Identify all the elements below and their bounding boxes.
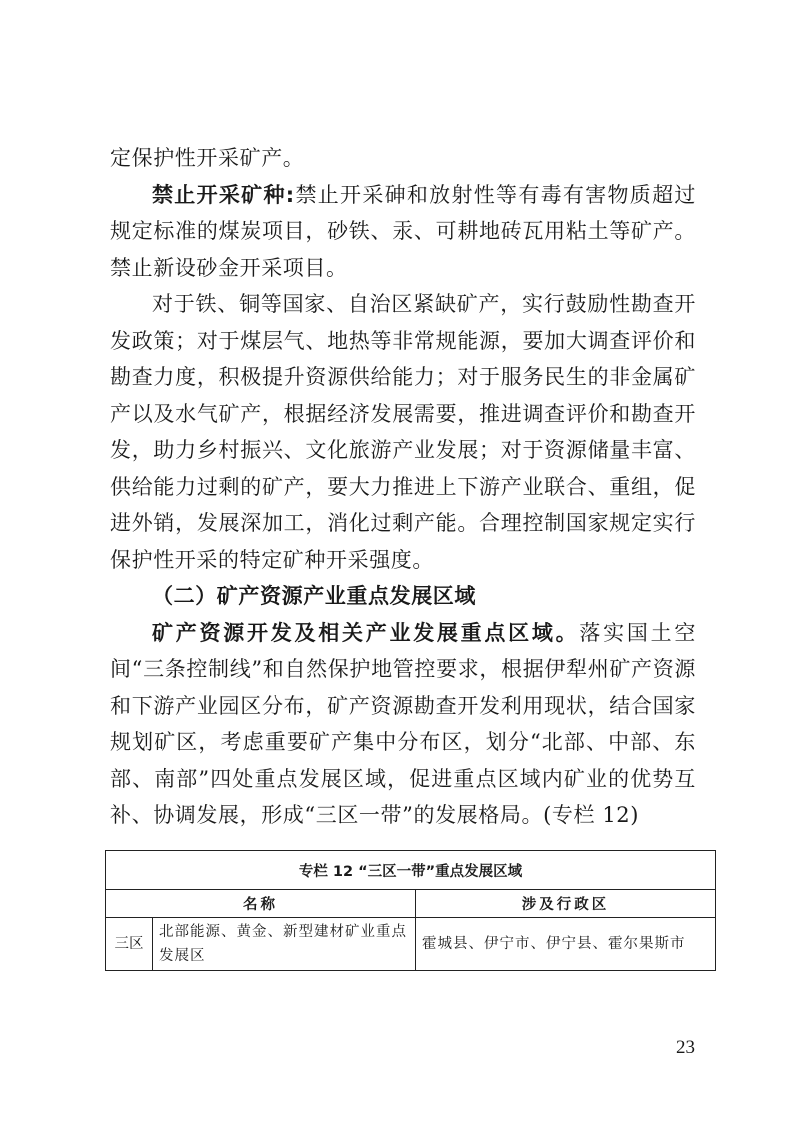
paragraph-lead: 禁止开采矿种: bbox=[152, 182, 295, 207]
row-name: 北部能源、黄金、新型建材矿业重点发展区 bbox=[153, 918, 416, 971]
paragraph-policy: 对于铁、铜等国家、自治区紧缺矿产，实行鼓励性勘查开发政策；对于煤层气、地热等非常规能源，要加大调查评价和勘查力度，积极提升资源供给能力；对于服务民生的非金属矿产以及水气矿产，根据经济发展需要，推进调查评价和勘查开发，助力乡村振兴、文化旅游产业发展；对于资源储量丰富、供给能力过剩的矿产，要大力推进上下游产业联合、重组，促进外销，发展深加工，消化过剩产能。合理控制国家规定实行保护性开采的特定矿种开采强度。 bbox=[110, 292, 696, 572]
paragraph-lead: 矿产资源开发及相关产业发展重点区域。 bbox=[152, 620, 580, 645]
row-label: 三区 bbox=[106, 918, 153, 971]
paragraph-key-regions bbox=[110, 615, 696, 834]
table-title: 专栏 12 “三区一带”重点发展区域 bbox=[106, 851, 716, 890]
column-table bbox=[105, 850, 716, 971]
table-row bbox=[106, 918, 716, 971]
section-heading: （二）矿产资源产业重点发展区域 bbox=[152, 584, 476, 608]
table-header-name: 名称 bbox=[106, 890, 416, 918]
row-admin: 霍城县、伊宁市、伊宁县、霍尔果斯市 bbox=[416, 918, 716, 971]
table-header-admin: 涉及行政区 bbox=[416, 890, 716, 918]
document-body bbox=[110, 140, 696, 834]
page-number: 23 bbox=[676, 1037, 695, 1058]
paragraph-continuation: 定保护性开采矿产。 bbox=[110, 146, 305, 170]
paragraph-body: 落实国土空间“三条控制线”和自然保护地管控要求，根据伊犁州矿产资源和下游产业园区分布，矿产资源勘查开发利用现状，结合国家规划矿区，考虑重要矿产集中分布区，划分“北部、中部、东部、南部”四处重点发展区域，促进重点区域内矿业的优势互补、协调发展，形成“三区一带”的发展格局。(专栏 12) bbox=[110, 620, 696, 827]
paragraph-body: 禁止开采砷和放射性等有毒有害物质超过规定标准的煤炭项目，砂铁、汞、可耕地砖瓦用粘土等矿产。禁止新设砂金开采项目。 bbox=[110, 182, 696, 280]
paragraph-prohibited-minerals bbox=[110, 177, 696, 287]
